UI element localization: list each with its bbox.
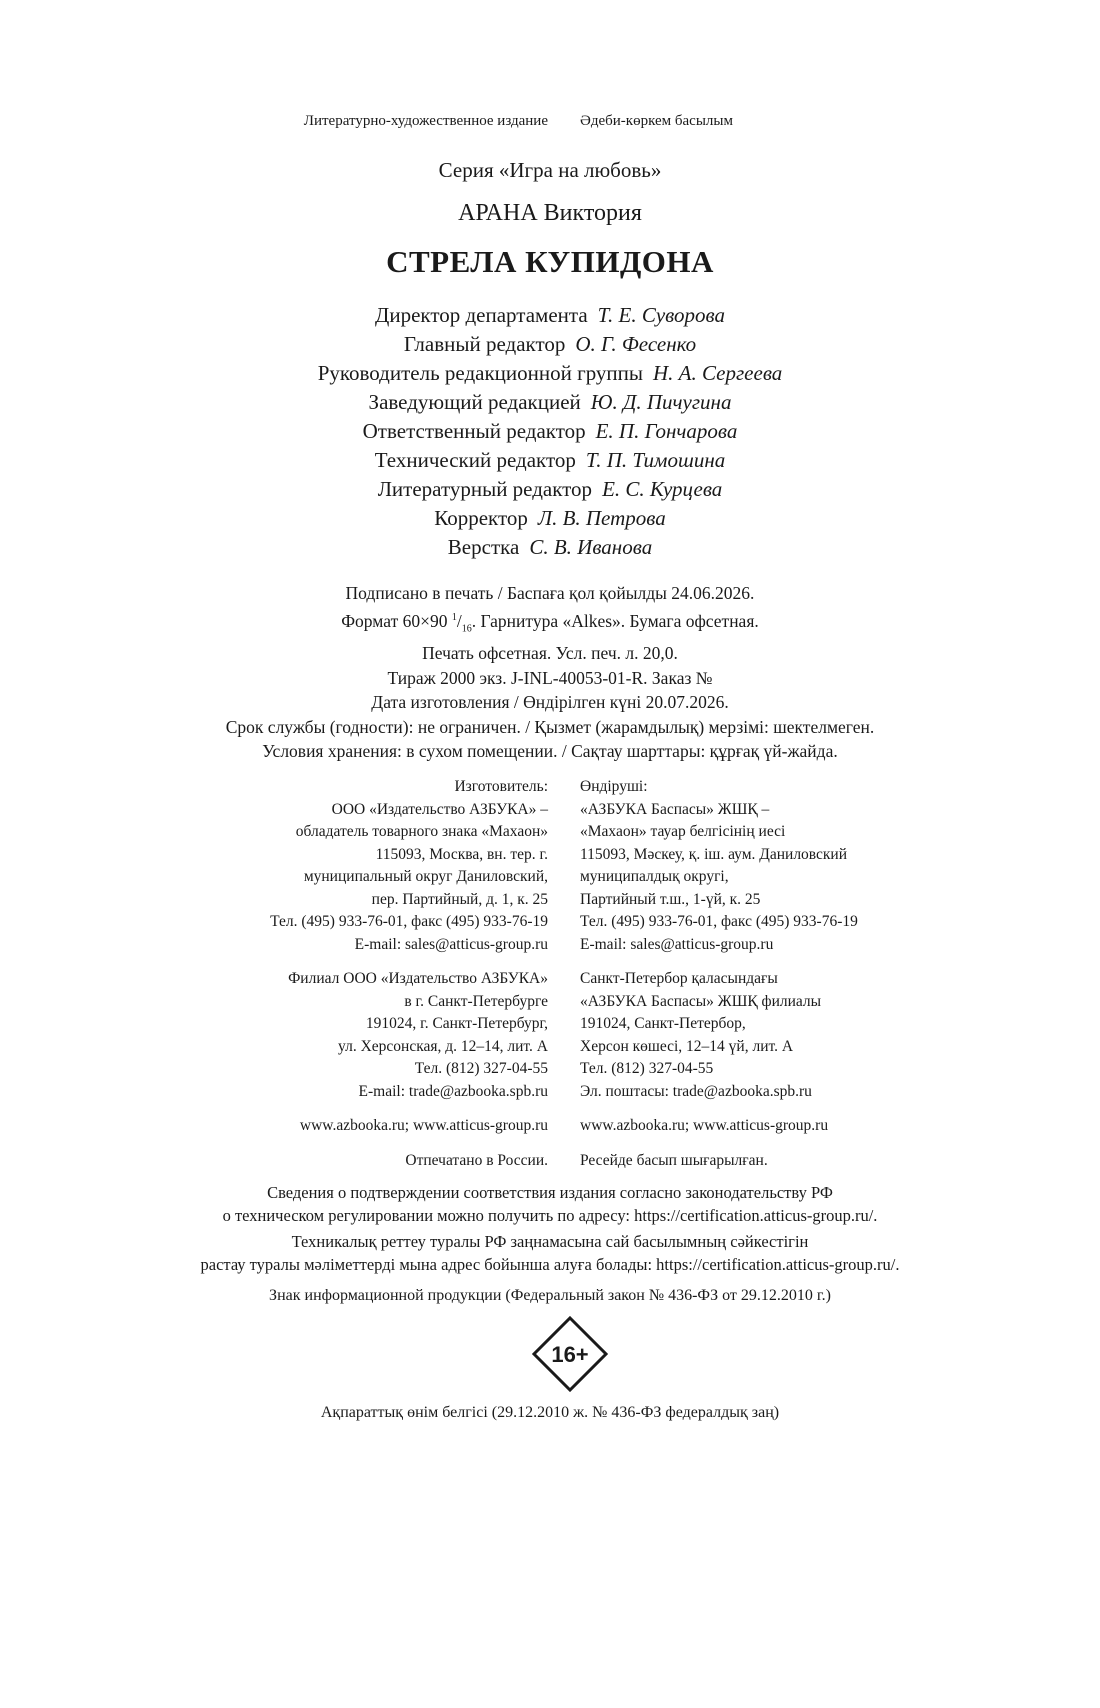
credit-name: Е. С. Курцева [602,477,723,501]
publisher-kz-column [580,776,858,1184]
manufacturer-kz-line: Партийный т.ш., 1-үй, к. 25 [580,890,761,908]
age-rating-diamond-icon [532,1316,608,1392]
credit-name: О. Г. Фесенко [575,332,697,356]
web-kz: www.azbooka.ru; www.atticus-group.ru [580,1117,829,1134]
credit-role: Директор департамента [375,303,588,327]
manufacturer-ru-line: пер. Партийный, д. 1, к. 25 [371,890,548,908]
credit-row [0,533,1100,562]
credit-role: Заведующий редакцией [368,390,581,414]
credit-name: Н. А. Сергеева [653,361,783,385]
branch-kz [580,968,858,1103]
credit-name: Т. Е. Суворова [597,303,725,327]
publisher-ru-column [270,776,548,1184]
credit-role: Корректор [434,506,528,530]
manufacturer-kz-line: Өндіруші: [580,778,648,795]
manufacturer-ru-line: обладатель товарного знака «Махаон» [295,823,548,840]
genre-ru: Литературно-художественное издание [303,113,548,129]
credit-row [0,330,1100,359]
book-title: СТРЕЛА КУПИДОНА [386,244,714,279]
credits-list [0,301,1100,562]
credit-row [0,359,1100,388]
certification-info: Сведения о подтверждении соответствия издания согласно законодательству РФ о техническом регулировании можно получить по адресу: https://certification.atticus-group.ru/. Техникалық реттеу туралы РФ заңнамасына сай басылымның сәйкестігін растау туралы мәліметтерді мына адрес бойынша алуға болады: https://certification.atticus-group.ru/. [200,1183,900,1274]
manufacturer-ru-line: 115093, Москва, вн. тер. г. [375,845,548,863]
run-line: Тираж 2000 экз. J-INL-40053-01-R. Заказ № [387,667,713,688]
manufacturer-kz-line: «АЗБУКА Баспасы» ЖШҚ – [580,800,770,818]
branch-ru-line: 191024, г. Санкт-Петербург, [365,1015,548,1032]
credit-name: Т. П. Тимошина [585,448,726,472]
manufacturer-ru-line: Изготовитель: [454,778,548,795]
signed-line: Подписано в печать / Баспаға қол қойылды 24.06.2026. [345,583,755,603]
credit-row [0,504,1100,533]
credit-role: Главный редактор [403,332,566,356]
branch-kz-line: Санкт-Петербор қаласындағы [580,970,778,987]
printed-kz: Ресейде басып шығарылған. [580,1151,768,1169]
branch-ru-line: в г. Санкт-Петербурге [404,992,548,1010]
credit-row [0,417,1100,446]
genre-kz: Әдеби-көркем басылым [580,113,733,129]
date-line: Дата изготовления / Өндірілген күні 20.07.2026. [371,692,729,713]
manufacturer-ru-line: ООО «Издательство АЗБУКА» – [331,800,548,818]
branch-ru-line: ул. Херсонская, д. 12–14, лит. А [338,1037,548,1055]
manufacturer-kz [580,776,858,956]
credit-role: Ответственный редактор [362,419,586,443]
manufacturer-kz-line: муниципалдық округі, [580,868,729,885]
credit-role: Руководитель редакционной группы [317,361,644,385]
branch-ru-line: Филиал ООО «Издательство АЗБУКА» [288,970,548,987]
branch-kz-line: Херсон көшесі, 12–14 үй, лит. А [580,1037,794,1055]
credit-row [0,475,1100,504]
manufacturer-kz-line: «Махаон» тауар белгісінің иесі [580,823,786,840]
manufacturer-ru-line: Тел. (495) 933-76-01, факс (495) 933-76-19 [270,913,548,930]
format-line: Формат 60×90 $^1/_{16}$. Гарнитура «Alkes». Бумага офсетная. [341,610,759,634]
manufacturer-ru-line: муниципальный округ Даниловский, [303,868,548,885]
manufacturer-ru [270,776,548,956]
manufacturer-kz-line: Тел. (495) 933-76-01, факс (495) 933-76-19 [580,913,858,930]
tech-info [0,581,1100,764]
branch-ru-line: E-mail: trade@azbooka.spb.ru [358,1082,548,1100]
printed-ru: Отпечатано в России. [405,1151,548,1169]
credit-row [0,301,1100,330]
service-line: Срок службы (годности): не ограничен. / Қызмет (жарамдылық) мерзімі: шектелмеген. [225,716,875,737]
branch-ru-line: Тел. (812) 327-04-55 [414,1060,548,1077]
branch-kz-line: Эл. поштасы: trade@azbooka.spb.ru [580,1082,812,1100]
manufacturer-kz-line: E-mail: sales@atticus-group.ru [580,935,774,953]
info-sign-kz: Ақпараттық өнім белгісі (29.12.2010 ж. № 436-ФЗ федералдық заң) [320,1404,780,1421]
credit-role: Литературный редактор [377,477,593,501]
credit-role: Технический редактор [374,448,576,472]
manufacturer-ru-line: E-mail: sales@atticus-group.ru [354,935,548,953]
age-rating-text: 16+ [551,1342,589,1367]
branch-kz-line: «АЗБУКА Баспасы» ЖШҚ филиалы [580,992,822,1010]
branch-kz-line: Тел. (812) 327-04-55 [580,1060,714,1077]
branch-ru [270,968,548,1103]
credit-row [0,446,1100,475]
age-rating-badge [532,1316,608,1392]
info-sign-ru: Знак информационной продукции (Федеральный закон № 436-ФЗ от 29.12.2010 г.) [269,1287,831,1304]
web-ru: www.azbooka.ru; www.atticus-group.ru [299,1117,548,1134]
credit-name: Ю. Д. Пичугина [590,390,732,414]
credit-name: Е. П. Гончарова [595,419,738,443]
credit-name: Л. В. Петрова [537,506,666,530]
manufacturer-kz-line: 115093, Мәскеу, қ. іш. аум. Даниловский [580,845,848,863]
branch-kz-line: 191024, Санкт-Петербор, [580,1015,746,1032]
series-line: Серия «Игра на любовь» [438,158,662,182]
credit-role: Верстка [447,535,520,559]
storage-line: Условия хранения: в сухом помещении. / Сақтау шарттары: құрғақ үй-жайда. [262,741,838,762]
author-name: АРАНА Виктория [458,200,642,226]
print-line: Печать офсетная. Усл. печ. л. 20,0. [422,643,678,664]
credit-row [0,388,1100,417]
credit-name: С. В. Иванова [529,535,653,559]
